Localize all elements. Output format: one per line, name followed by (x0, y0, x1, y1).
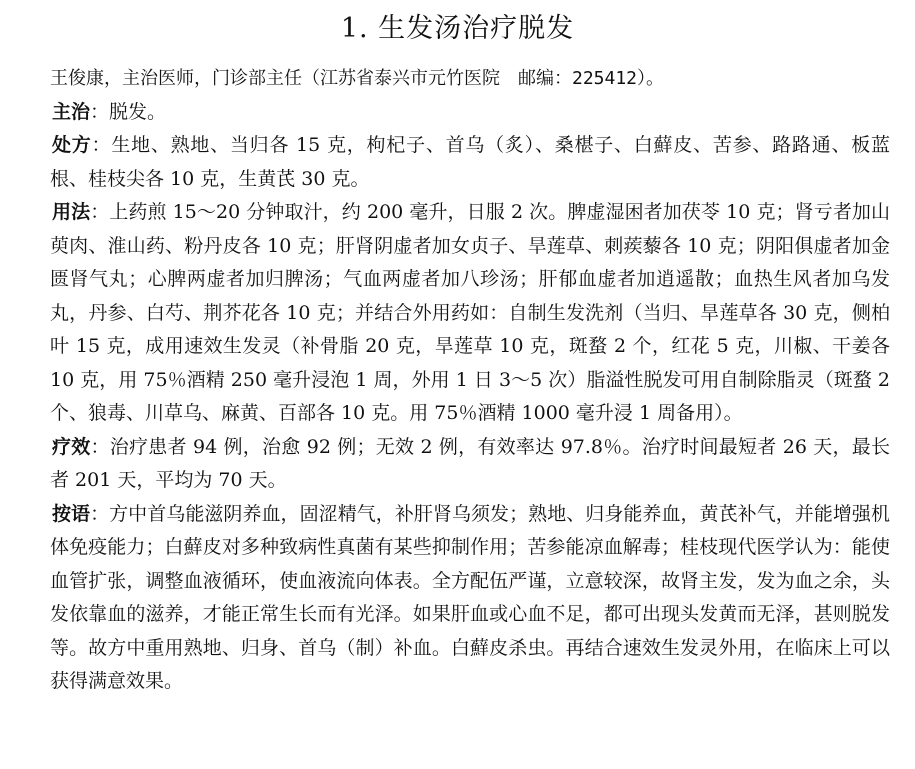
section-usage (50, 196, 890, 431)
section-text-indications: ：脱发。 (90, 100, 167, 123)
section-text-efficacy: ：治疗患者 94 例，治愈 92 例；无效 2 例，有效率达 97.8％。治疗时间最短者 26 天，最长者 201 天，平均为 70 天。 (50, 435, 890, 491)
section-label-commentary: 按语 (52, 502, 91, 525)
section-indications (50, 96, 890, 130)
section-label-indications: 主治 (52, 100, 91, 123)
section-text-prescription: ：生地、熟地、当归各 15 克，枸杞子、首乌（炙）、桑椹子、白蘚皮、苦参、路路通、板蓝根、桂枝尖各 10 克，生黄芪 30 克。 (50, 134, 890, 190)
section-text-usage: ：上药煎 15～20 分钟取汁，约 200 毫升，日服 2 次。脾虚湿困者加茯苓 10 克；肾亏者加山萸肉、淮山药、粉丹皮各 10 克；肝肾阴虚者加女贞子、旱莲草、刺蒺藜各 10 克；阴阳俱虚者加金匮肾气丸；心脾两虚者加归脾汤；气血两虚者加八珍汤；肝郁血虚者加逍遥散；血热生风者加乌发丸，丹参、白芍、荆芥花各 10 克；并结合外用药如：自制生发洗剂（当归、旱莲草各 30 克，侧柏叶 15 克，成用速效生发灵（补骨脂 20 克，旱莲草 10 克，斑蝥 2 个，红花 5 克，川椒、干姜各 10 克，用 75％酒精 250 毫升浸泡 1 周，外用 1 日 3～5 次）脂溢性脱发可用自制除脂灵（斑蝥 2 个、狼毒、川草乌、麻黄、百部各 10 克。用 75％酒精 1000 毫升浸 1 周备用）。 (50, 201, 890, 424)
section-label-efficacy: 疗效 (52, 435, 91, 458)
section-text-commentary: ：方中首乌能滋阴养血，固涩精气，补肝肾乌须发；熟地、归身能养血，黄芪补气，并能增强机体免疫能力；白蘚皮对多种致病性真菌有某些抑制作用；苦参能凉血解毒；桂枝现代医学认为：能使血管扩张，调整血液循环，使血液流向体表。全方配伍严谨，立意较深，故肾主发，发为血之余，头发依靠血的滋养，才能正常生长而有光泽。如果肝血或心血不足，都可出现头发黄而无泽，甚则脱发等。故方中重用熟地、归身、首乌（制）补血。白蘚皮杀虫。再结合速效生发灵外用，在临床上可以获得满意效果。 (50, 502, 890, 692)
document-body (50, 62, 890, 699)
author-line: 王俊康，主治医师，门诊部主任（江苏省泰兴市元竹医院 邮编：225412）。 (50, 68, 665, 89)
section-efficacy (50, 431, 890, 498)
section-prescription (50, 129, 890, 196)
section-label-prescription: 处方 (52, 134, 92, 156)
section-commentary (50, 498, 890, 699)
document-title: 1. 生发汤治疗脱发 (340, 13, 575, 44)
section-label-usage: 用法 (52, 201, 91, 223)
